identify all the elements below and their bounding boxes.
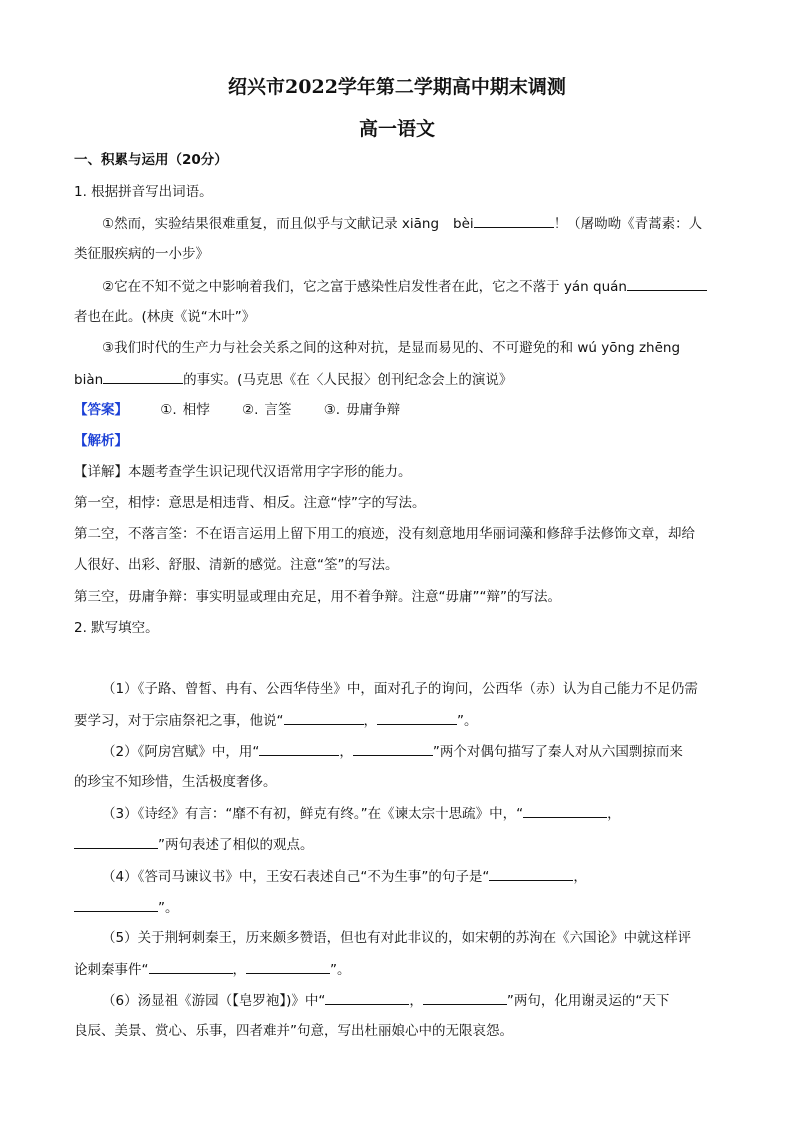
answer-1: 相悖: [182, 402, 210, 418]
analysis-detail: 【详解】本题考查学生识记现代汉语常用字字形的能力。: [74, 464, 412, 480]
answer-blank: [627, 276, 707, 291]
fill-blank: [149, 959, 233, 974]
q1-item-3: ③我们时代的生产力与社会关系之间的这种对抗，是显而易见的、不可避免的和 wú yōng zhēng: [102, 340, 681, 356]
analysis-blank-2: 第二空，不落言筌：不在语言运用上留下用工的痕迹，没有刻意地用华丽词藻和修辞手法修饰文章，却给: [74, 526, 695, 542]
answer-label: 【答案】: [74, 402, 128, 418]
answer-row: 【答案】 ①. 相悖 ②. 言筌 ③. 毋庸争辩: [74, 402, 401, 418]
fill-blank: [377, 710, 457, 725]
fill-blank: [423, 990, 507, 1005]
fill-blank: [284, 710, 364, 725]
q2-sub-6: （6）汤显祖《游园（【皂罗袍】)》中“ ， ”两句，化用谢灵运的“天下: [102, 990, 720, 1011]
question-1-stem: 1. 根据拼音写出词语。: [74, 184, 213, 200]
document-subtitle: 高一语文: [358, 118, 435, 140]
analysis-label: 【解析】: [74, 433, 128, 449]
q2-sub-1-cont: 要学习，对于宗庙祭祀之事，他说“ ， ”。: [74, 710, 720, 731]
q2-sub-2: （2）《阿房宫赋》中，用“ ， ”两个对偶句描写了秦人对从六国剽掠而来: [102, 741, 720, 762]
analysis-blank-1: 第一空，相悖：意思是相违背、相反。注意“悖”字的写法。: [74, 495, 426, 511]
fill-blank: [523, 803, 607, 818]
analysis-blank-3: 第三空，毋庸争辩：事实明显或理由充足，用不着争辩。注意“毋庸”“辩”的写法。: [74, 589, 561, 605]
document-title: 绍兴市2022学年第二学期高中期末调测: [228, 76, 566, 98]
q2-sub-3-cont: ”两句表述了相似的观点。: [74, 834, 720, 855]
q2-sub-4: （4）《答司马谏议书》中，王安石表述自己“不为生事”的句子是“ ，: [102, 866, 720, 887]
fill-blank: [353, 741, 433, 756]
q1-item-1-cont: 类征服疾病的一小步》: [74, 246, 209, 262]
q1-item-1: ①然而，实验结果很难重复，而且似乎与文献记录 xiāng bèi ！（屠呦呦《青蒿素：人: [102, 213, 720, 234]
fill-blank: [325, 990, 409, 1005]
fill-blank: [74, 897, 158, 912]
answer-2: 言筌: [264, 402, 292, 418]
fill-blank: [259, 741, 339, 756]
question-2-stem: 2. 默写填空。: [74, 620, 159, 636]
fill-blank: [74, 834, 158, 849]
q1-item-3-cont: biàn 的事实。(马克思《在〈人民报〉创刊纪念会上的演说》: [74, 369, 720, 390]
fill-blank: [489, 866, 573, 881]
q2-sub-2-cont: 的珍宝不知珍惜，生活极度奢侈。: [74, 774, 277, 790]
q2-sub-5-cont: 论刺秦事件“ ， ”。: [74, 959, 720, 980]
fill-blank: [246, 959, 330, 974]
q2-sub-6-cont: 良辰、美景、赏心、乐事，四者难并”句意，写出杜丽娘心中的无限哀怨。: [74, 1023, 513, 1039]
answer-blank: [474, 213, 554, 228]
analysis-blank-2-cont: 人很好、出彩、舒服、清新的感觉。注意“筌”的写法。: [74, 557, 399, 573]
q1-item-2-cont: 者也在此。(林庚《说“木叶”》: [74, 309, 256, 325]
section-heading: 一、积累与运用（20分）: [74, 152, 228, 168]
answer-3: 毋庸争辩: [346, 402, 401, 418]
q2-sub-1: （1）《子路、曾皙、冉有、公西华侍坐》中，面对孔子的询问，公西华（赤）认为自己能力不足仍需: [102, 681, 698, 697]
q2-sub-5: （5）关于荆轲刺秦王，历来颇多赞语，但也有对此非议的，如宋朝的苏洵在《六国论》中就这样评: [102, 930, 692, 946]
q1-item-2: ②它在不知不觉之中影响着我们，它之富于感染性启发性者在此，它之不落于 yán quán: [102, 276, 720, 297]
q2-sub-3: （3）《诗经》有言：“靡不有初，鲜克有终。”在《谏太宗十思疏》中，“ ，: [102, 803, 720, 824]
answer-blank: [103, 369, 183, 384]
q2-sub-4-cont: ”。: [74, 897, 720, 918]
